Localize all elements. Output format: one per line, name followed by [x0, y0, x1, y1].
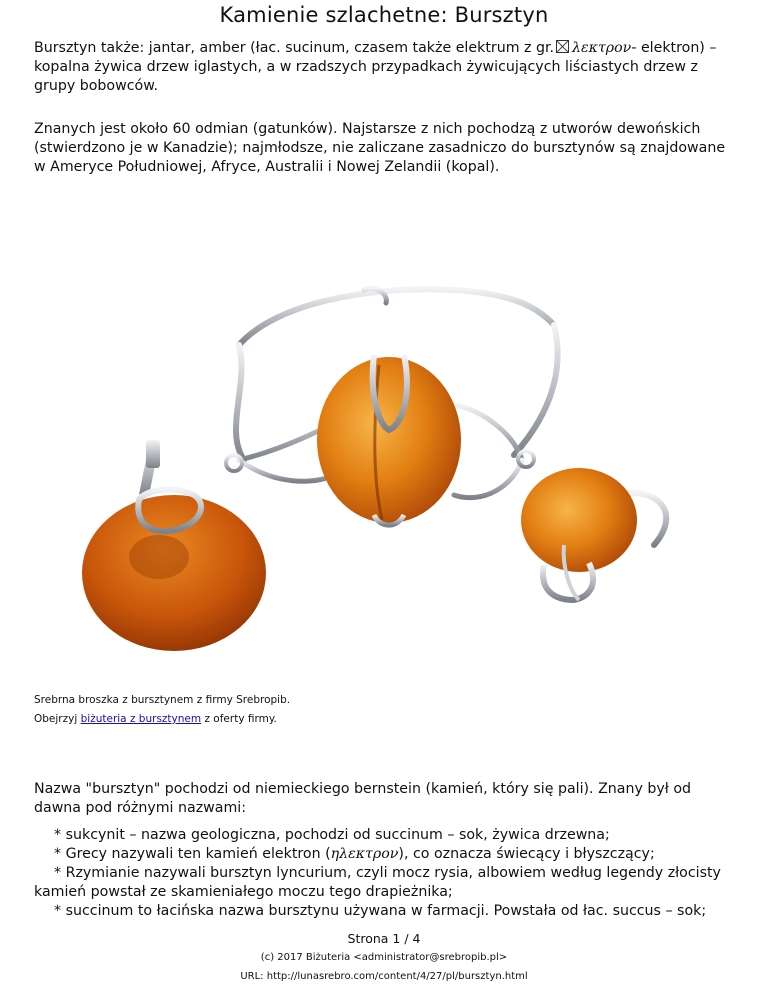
names-list [34, 826, 739, 921]
greek-word: λεκτρον [572, 40, 632, 56]
amber-jewelry-photo [34, 245, 734, 670]
list-item-text: * Grecy nazywali ten kamień elektron ( [54, 846, 331, 862]
image-caption: Srebrna broszka z bursztynem z firmy Srebropib. [34, 694, 291, 706]
list-item-text-end: ), co oznacza świecący i błyszczący; [398, 846, 655, 862]
missing-glyph-icon [556, 40, 569, 53]
caption-text: Obejrzyj [34, 713, 78, 725]
list-item: * succinum to łacińska nazwa bursztynu używana w farmacji. Powstała od łac. succus – sok; [54, 903, 707, 919]
caption-text-end: z oferty firmy. [204, 713, 277, 725]
list-item: * Rzymianie nazywali bursztyn lyncurium, czyli mocz rysia, albowiem według legendy złocisty kamień powstał ze skamieniałego moczu tego drapieżnika; [34, 865, 721, 900]
page-title: Kamienie szlachetne: Bursztyn [219, 3, 549, 27]
amber-jewelry-link[interactable]: biżuteria z bursztynem [80, 713, 202, 725]
ring-amber [521, 468, 637, 572]
intro-paragraph [34, 39, 739, 96]
footer-url: URL: http://lunasrebro.com/content/4/27/pl/bursztyn.html [240, 971, 528, 982]
paragraph-varieties: Znanych jest około 60 odmian (gatunków). Najstarsze z nich pochodzą z utworów dewońskich (stwierdzono je w Kanadzie); najmłodsze, nie zaliczane zasadniczo do bursztynów są znajdowane w Ameryce Południowej, Afryce, Australii i Nowej Zelandii (kopal). [34, 121, 726, 175]
greek-word: ηλεκτρον [330, 846, 399, 862]
list-item [34, 845, 739, 864]
bracelet-amber [317, 357, 461, 523]
page-number: Strona 1 / 4 [347, 931, 421, 946]
intro-text-end: - elektron) – kopalna żywica drzew iglastych, a w rzadszych przypadkach żywicujących liściastych drzew z grupy bobowców. [34, 40, 717, 94]
footer-copyright: (c) 2017 Biżuteria <administrator@srebropib.pl> [260, 952, 508, 963]
image-caption-link-line [34, 712, 277, 726]
paragraph-name-origin: Nazwa "bursztyn" pochodzi od niemieckiego bernstein (kamień, który się pali). Znany był od dawna pod różnymi nazwami: [34, 781, 692, 816]
list-item: * sukcynit – nazwa geologiczna, pochodzi od succinum – sok, żywica drzewna; [54, 827, 610, 843]
intro-text-start: Bursztyn także: jantar, amber (łac. sucinum, czasem także elektrum z gr. [34, 40, 555, 56]
